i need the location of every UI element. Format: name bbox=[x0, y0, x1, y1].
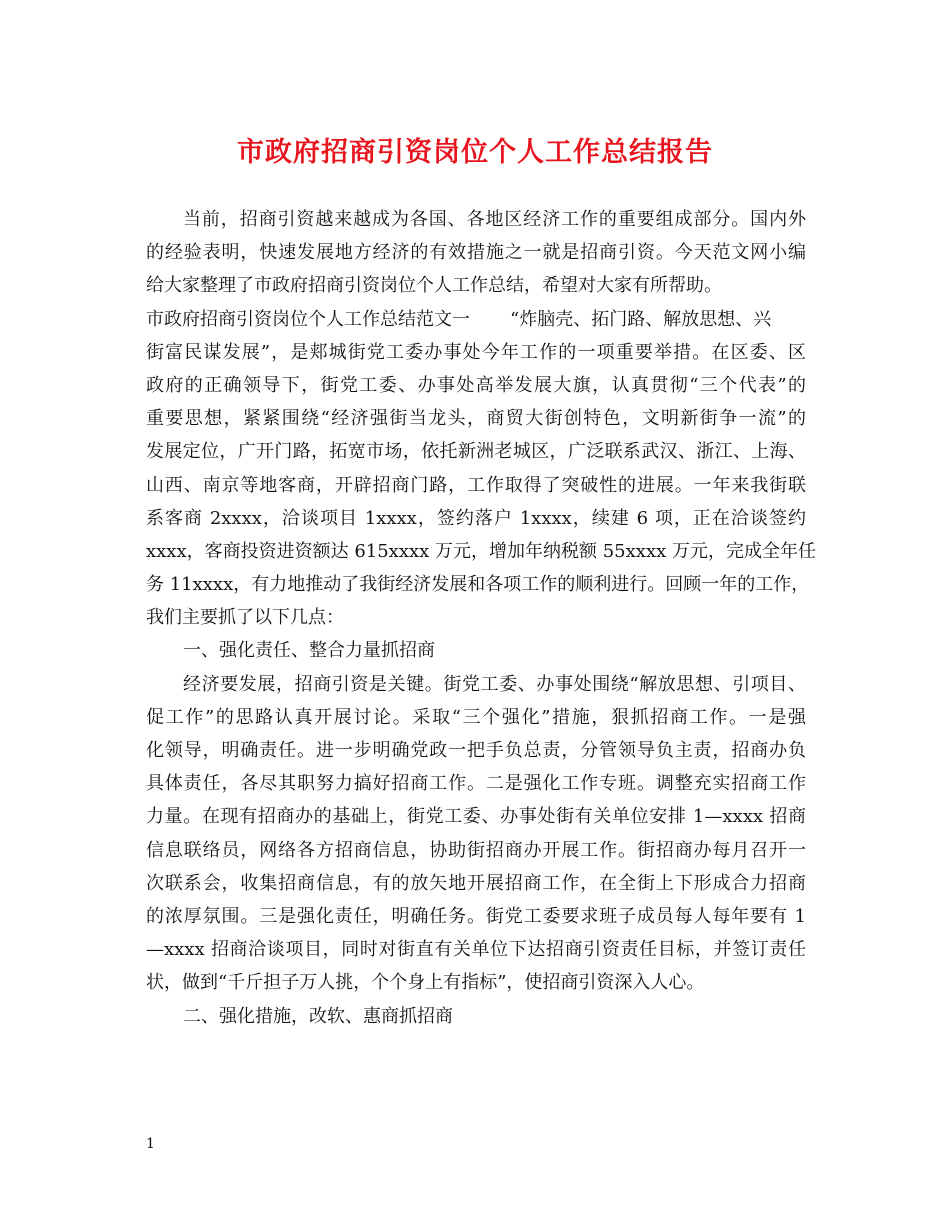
intro-line: 当前，招商引资越来越成为各国、各地区经济工作的重要组成部分。国内外 bbox=[183, 209, 806, 230]
sample-line: “炸脑壳、拓门路、解放思想、兴 bbox=[510, 308, 772, 330]
intro-line: 给大家整理了市政府招商引资岗位个人工作总结，希望对大家有所帮助。 bbox=[146, 275, 722, 297]
section-line: 经济要发展，招商引资是关键。街党工委、办事处围绕“解放思想、引项目、 bbox=[183, 673, 806, 695]
sample-line: 务 11xxxx，有力地推动了我街经济发展和各项工作的顺利进行。回顾一年的工作， bbox=[146, 574, 810, 596]
section-line: 次联系会，收集招商信息，有的放矢地开展招商工作，在全街上下形成合力招商 bbox=[146, 872, 806, 894]
intro-line: 的经验表明，快速发展地方经济的有效措施之一就是招商引资。今天范文网小编 bbox=[146, 242, 806, 264]
document-title: 市政府招商引资岗位个人工作总结报告 bbox=[237, 137, 713, 168]
section-line: 力量。在现有招商办的基础上，街党工委、办事处街有关单位安排 1—xxxx 招商 bbox=[146, 806, 806, 828]
sample-line: xxxx，客商投资进资额达 615xxxx 万元，增加年纳税额 55xxxx 万元，完成全年任 bbox=[146, 540, 816, 562]
sample-line: 发展定位，广开门路，拓宽市场，依托新洲老城区，广泛联系武汉、浙江、上海、 bbox=[146, 441, 806, 463]
section-line: —xxxx 招商洽谈项目，同时对街直有关单位下达招商引资责任目标，并签订责任 bbox=[146, 939, 806, 961]
page-number: 1 bbox=[146, 1136, 155, 1152]
sample-line: 政府的正确领导下，街党工委、办事处高举发展大旗，认真贯彻“三个代表”的 bbox=[146, 374, 806, 396]
sample-label: 市政府招商引资岗位个人工作总结范文一 bbox=[146, 308, 470, 330]
section-line: 促工作”的思路认真开展讨论。采取“三个强化”措施，狠抓招商工作。一是强 bbox=[146, 706, 806, 728]
section-line: 具体责任，各尽其职努力搞好招商工作。二是强化工作专班。调整充实招商工作 bbox=[146, 773, 806, 795]
sample-line: 重要思想，紧紧围绕“经济强街当龙头，商贸大街创特色，文明新街争一流”的 bbox=[146, 408, 806, 430]
sample-first-line bbox=[146, 303, 806, 336]
section-line: 化领导，明确责任。进一步明确党政一把手负总责，分管领导负主责，招商办负 bbox=[146, 740, 806, 761]
sample-line: 我们主要抓了以下几点： bbox=[146, 607, 344, 629]
document-body bbox=[146, 203, 816, 1033]
section-line: 信息联络员，网络各方招商信息，协助街招商办开展工作。街招商办每月召开一 bbox=[146, 839, 806, 861]
section-heading: 二、强化措施，改软、惠商抓招商 bbox=[183, 1005, 453, 1027]
section-line: 的浓厚氛围。三是强化责任，明确任务。街党工委要求班子成员每人每年要有 1 bbox=[146, 905, 806, 927]
section-line: 状，做到“千斤担子万人挑，个个身上有指标”，使招商引资深入人心。 bbox=[146, 972, 705, 994]
sample-line: 系客商 2xxxx，洽谈项目 1xxxx，签约落户 1xxxx，续建 6 项，正在洽谈签约 bbox=[146, 507, 806, 529]
section-heading: 一、强化责任、整合力量抓招商 bbox=[183, 640, 435, 662]
sample-line: 街富民谋发展”，是郏城街党工委办事处今年工作的一项重要举措。在区委、区 bbox=[146, 341, 806, 363]
sample-line: 山西、南京等地客商，开辟招商门路，工作取得了突破性的进展。一年来我街联 bbox=[146, 474, 806, 496]
